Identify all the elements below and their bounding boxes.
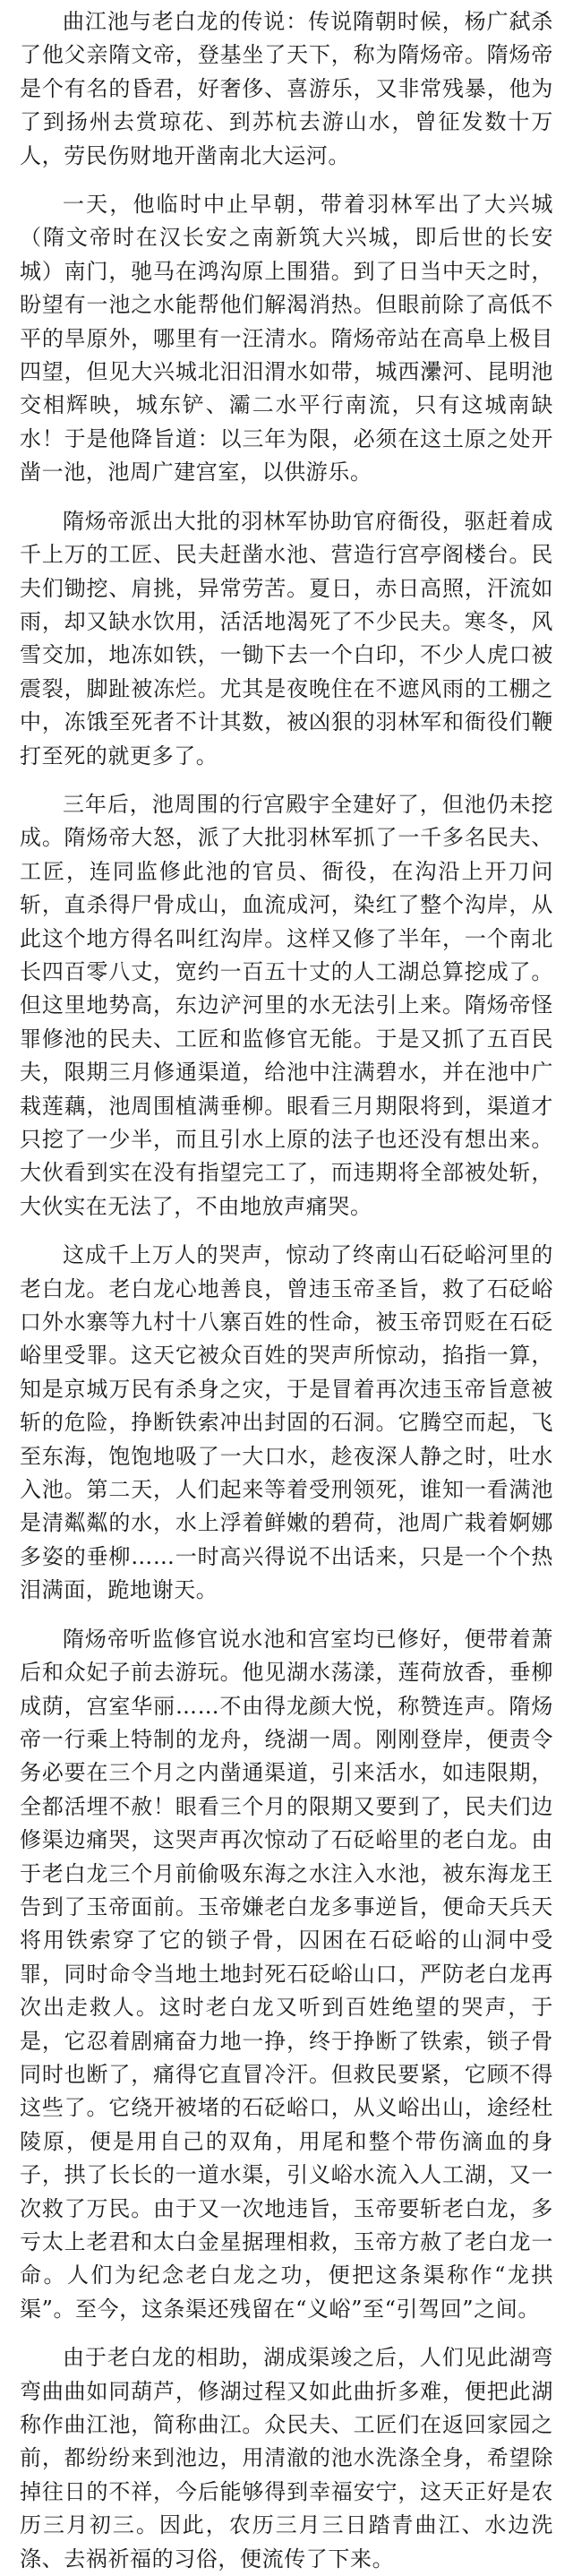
- paragraph-3: 隋炀帝派出大批的羽林军协助官府衙役，驱赶着成千上万的工匠、民夫赶凿水池、营造行宫亭阁楼台。民夫们锄挖、肩挑，异常劳苦。夏日，赤日高照，汗流如雨，却又缺水饮用，活活地渴死了不少民夫。寒冬，风雪交加，地冻如铁，一锄下去一个白印，不少人虎口被震裂，脚趾被冻烂。尤其是夜晚住在不遮风雨的工棚之中，冻饿至死者不计其数，被凶狠的羽林军和衙役们鞭打至死的就更多了。: [20, 508, 553, 769]
- paragraph-4: 三年后，池周围的行宫殿宇全建好了，但池仍未挖成。隋炀帝大怒，派了大批羽林军抓了一千多名民夫、工匠，连同监修此池的官员、衙役，在沟沿上开刀问斩，直杀得尸骨成山，血流成河，染红了整个沟岸，从此这个地方得名叫红沟岸。这样又修了半年，一个南北长四百零八丈，宽约一百五十丈的人工湖总算挖成了。但这里地势高，东边浐河里的水无法引上来。隋炀帝怪罪修池的民夫、工匠和监修官无能。于是又抓了五百民夫，限期三月修通渠道，给池中注满碧水，并在池中广栽莲藕，池周围植满垂柳。眼看三月期限将到，渠道才只挖了一少半，而且引水上原的法子也还没有想出来。大伙看到实在没有指望完工了，而违期将全部被处斩，大伙实在无法了，不由地放声痛哭。: [20, 791, 553, 1219]
- paragraph-1: 曲江池与老白龙的传说：传说隋朝时候，杨广弑杀了他父亲隋文帝，登基坐了天下，称为隋炀帝。隋炀帝是个有名的昏君，好奢侈、喜游乐，又非常残暴，他为了到扬州去赏琼花、到苏杭去游山水，曾征发数十万人，劳民伤财地开凿南北大运河。: [20, 9, 553, 168]
- paragraph-2: 一天，他临时中止早朝，带着羽林军出了大兴城（隋文帝时在汉长安之南新筑大兴城，即后世的长安城）南门，驰马在鸿沟原上围猎。到了日当中天之时，盼望有一池之水能帮他们解渴消热。但眼前除了高低不平的旱原外，哪里有一汪清水。隋炀帝站在高阜上极目四望，但见大兴城北汨汨渭水如带，城西㶟河、昆明池交相辉映，城东铲、灞二水平行南流，只有这城南缺水！于是他降旨道：以三年为限，必须在这土原之处开凿一池，池周广建宫室，以供游乐。: [20, 192, 553, 485]
- paragraph-6: 隋炀帝听监修官说水池和宫室均已修好，便带着萧后和众妃子前去游玩。他见湖水荡漾，莲荷放香，垂柳成荫，宫室华丽……不由得龙颜大悦，称赞连声。隋炀帝一行乘上特制的龙舟，绕湖一周。刚刚登岸，便责令务必要在三个月之内凿通渠道，引来活水，如违限期，全都活埋不赦！眼看三个月的限期又要到了，民夫们边修渠边痛哭，这哭声再次惊动了石砭峪里的老白龙。由于老白龙三个月前偷吸东海之水注入水池，被东海龙王告到了玉帝面前。玉帝嫌老白龙多事逆旨，便命天兵天将用铁索穿了它的锁子骨，囚困在石砭峪的山洞中受罪，同时命令当地土地封死石砭峪山口，严防老白龙再次出走救人。这时老白龙又听到百姓绝望的哭声，于是，它忍着剧痛奋力地一挣，终于挣断了铁索，锁子骨同时也断了，痛得它直冒冷汗。但救民要紧，它顾不得这些了。它绕开被堵的石砭峪口，从义峪出山，途经杜陵原，便是用自己的双角，用尾和整个带伤滴血的身子，拱了长长的一道水渠，引义峪水流入人工湖，又一次救了万民。由于又一次地违旨，玉帝要斩老白龙，多亏太上老君和太白金星据理相救，玉帝方赦了老白龙一命。人们为纪念老白龙之功，便把这条渠称作“龙拱渠”。至今，这条渠还残留在“义峪”至“引驾回”之间。: [20, 1626, 553, 2322]
- paragraph-5: 这成千上万人的哭声，惊动了终南山石砭峪河里的老白龙。老白龙心地善良，曾违玉帝圣旨，救了石砭峪口外水寨等九村十八寨百姓的性命，被玉帝罚贬在石砭峪里受罪。这天它被众百姓的哭声所惊动，掐指一算，知是京城万民有杀身之灾，于是冒着再次违玉帝旨意被斩的危险，挣断铁索冲出封固的石洞。它腾空而起，飞至东海，饱饱地吸了一大口水，趁夜深人静之时，吐水入池。第二天，人们起来等着受刑领死，谁知一看满池是清粼粼的水，水上浮着鲜嫩的碧荷，池周广栽着婀娜多姿的垂柳……一时高兴得说不出话来，只是一个个热泪满面，跪地谢天。: [20, 1242, 553, 1603]
- paragraph-7: 由于老白龙的相助，湖成渠竣之后，人们见此湖弯弯曲曲如同葫芦，修湖过程又如此曲折多难，便把此湖称作曲江池，简称曲江。众民夫、工匠们在返回家园之前，都纷纷来到池边，用清澈的池水洗涤全身，希望除掉往日的不祥，今后能够得到幸福安宁，这天正好是农历三月初三。因此，农历三月三日踏青曲江、水边洗涤、去祸祈福的习俗，便流传了下来。: [20, 2345, 553, 2572]
